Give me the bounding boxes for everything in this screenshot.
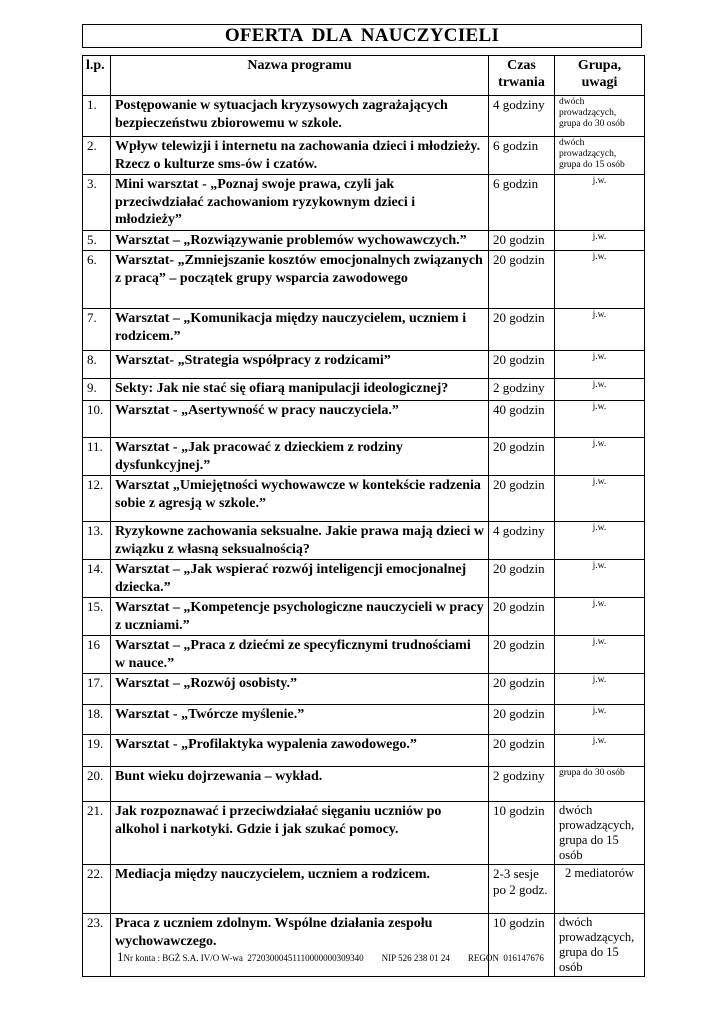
row-program-name: Warsztat „Umiejętności wychowawcze w kontekście radzenia sobie z agresją w szkole.”: [111, 476, 489, 522]
table-row: [83, 522, 645, 560]
table-row: [83, 379, 645, 401]
row-group-notes: dwóch prowadzących, grupa do 15 osób: [555, 802, 645, 865]
row-program-name: Sekty: Jak nie stać się ofiarą manipulacji ideologicznej?: [111, 379, 489, 401]
row-lp: 12.: [83, 476, 111, 522]
row-program-name: Wpływ telewizji i internetu na zachowania dzieci i młodzieży. Rzecz o kulturze sms-ów i czatów.: [111, 137, 489, 175]
row-duration: 2 godziny: [489, 767, 555, 802]
table-row: [83, 802, 645, 865]
row-group-notes: j.w.: [555, 175, 645, 231]
row-lp: 22.: [83, 865, 111, 914]
row-duration: 20 godzin: [489, 476, 555, 522]
row-duration: 4 godziny: [489, 522, 555, 560]
row-group-notes: j.w.: [555, 379, 645, 401]
row-group-notes: j.w.: [555, 560, 645, 598]
row-lp: 16: [83, 636, 111, 674]
row-program-name: Ryzykowne zachowania seksualne. Jakie prawa mają dzieci w związku z własną seksualnością?: [111, 522, 489, 560]
table-row: [83, 767, 645, 802]
row-lp: 14.: [83, 560, 111, 598]
row-duration: 20 godzin: [489, 674, 555, 705]
row-lp: 11.: [83, 438, 111, 476]
row-group-notes: j.w.: [555, 351, 645, 379]
row-lp: 6.: [83, 251, 111, 309]
row-program-name: Warsztat – „Rozwiązywanie problemów wychowawczych.”: [111, 230, 489, 251]
row-duration: 20 godzin: [489, 735, 555, 767]
row-duration: 20 godzin: [489, 560, 555, 598]
row-group-notes: j.w.: [555, 636, 645, 674]
row-group-notes: dwóch prowadzących, grupa do 15 osób: [555, 137, 645, 175]
offer-table: [82, 55, 645, 977]
table-row: [83, 438, 645, 476]
table-row: [83, 351, 645, 379]
row-program-name: Warsztat – „Kompetencje psychologiczne nauczycieli w pracy z uczniami.”: [111, 598, 489, 636]
table-row: [83, 865, 645, 914]
row-duration: 20 godzin: [489, 598, 555, 636]
row-group-notes: j.w.: [555, 522, 645, 560]
row-group-notes: j.w.: [555, 476, 645, 522]
table-row: [83, 309, 645, 351]
column-header-group: Grupa, uwagi: [555, 56, 645, 96]
row-group-notes: j.w.: [555, 251, 645, 309]
table-row: [83, 137, 645, 175]
row-group-notes: j.w.: [555, 705, 645, 735]
row-group-notes: j.w.: [555, 438, 645, 476]
row-program-name: Warsztat - „Asertywność w pracy nauczyciela.”: [111, 401, 489, 438]
row-lp: 13.: [83, 522, 111, 560]
row-lp: 8.: [83, 351, 111, 379]
row-group-notes: j.w.: [555, 598, 645, 636]
row-program-name: Warsztat- „Zmniejszanie kosztów emocjonalnych związanych z pracą” – początek grupy wsparcia zawodowego: [111, 251, 489, 309]
row-lp: 7.: [83, 309, 111, 351]
row-lp: 2.: [83, 137, 111, 175]
row-duration: 6 godzin: [489, 137, 555, 175]
row-program-name: Warsztat – „Rozwój osobisty.”: [111, 674, 489, 705]
column-header-time: Czas trwania: [489, 56, 555, 96]
row-duration: 20 godzin: [489, 251, 555, 309]
row-program-name: Warsztat – „Jak wspierać rozwój inteligencji emocjonalnej dziecka.”: [111, 560, 489, 598]
row-lp: 3.: [83, 175, 111, 231]
row-group-notes: j.w.: [555, 309, 645, 351]
row-program-name: Warsztat- „Strategia współpracy z rodzicami”: [111, 351, 489, 379]
row-duration: 40 godzin: [489, 401, 555, 438]
page-footer: [117, 949, 544, 965]
row-program-name: Warsztat – „Praca z dziećmi ze specyficznymi trudnościami w nauce.”: [111, 636, 489, 674]
row-lp: 9.: [83, 379, 111, 401]
row-duration: 20 godzin: [489, 309, 555, 351]
table-row: [83, 598, 645, 636]
row-duration: 20 godzin: [489, 705, 555, 735]
row-duration: 10 godzin: [489, 802, 555, 865]
row-duration: 2 godziny: [489, 379, 555, 401]
row-group-notes: dwóch prowadzących, grupa do 15 osób: [555, 914, 645, 977]
table-row: [83, 636, 645, 674]
row-lp: 5.: [83, 230, 111, 251]
table-row: [83, 705, 645, 735]
table-row: [83, 251, 645, 309]
bank-account: Nr konta : BGŻ S.A. IV/O W-wa 27203000451110000000309340: [123, 953, 364, 963]
table-row: [83, 560, 645, 598]
row-lp: 18.: [83, 705, 111, 735]
row-duration: 20 godzin: [489, 636, 555, 674]
row-duration: 20 godzin: [489, 351, 555, 379]
row-program-name: Bunt wieku dojrzewania – wykład.: [111, 767, 489, 802]
row-program-name: Postępowanie w sytuacjach kryzysowych zagrażających bezpieczeństwu zbiorowemu w szkole.: [111, 96, 489, 137]
nip-number: NIP 526 238 01 24: [381, 953, 450, 963]
row-program-name: Warsztat – „Komunikacja między nauczycielem, uczniem i rodzicem.”: [111, 309, 489, 351]
row-group-notes: 2 mediatorów: [555, 865, 645, 914]
page-number: 1: [117, 949, 124, 964]
table-row: [83, 401, 645, 438]
table-row: [83, 230, 645, 251]
row-duration: 20 godzin: [489, 230, 555, 251]
row-program-name: Mediacja między nauczycielem, uczniem a rodzicem.: [111, 865, 489, 914]
row-duration: 6 godzin: [489, 175, 555, 231]
row-group-notes: dwóch prowadzących, grupa do 30 osób: [555, 96, 645, 137]
table-row: [83, 674, 645, 705]
row-program-name: Praca z uczniem zdolnym. Wspólne działania zespołu wychowawczego.: [111, 914, 489, 977]
row-lp: 15.: [83, 598, 111, 636]
row-lp: 21.: [83, 802, 111, 865]
row-lp: 23.: [83, 914, 111, 977]
row-duration: 4 godziny: [489, 96, 555, 137]
table-row: [83, 175, 645, 231]
row-group-notes: j.w.: [555, 674, 645, 705]
page-title: OFERTA DLA NAUCZYCIELI: [82, 24, 642, 48]
row-group-notes: j.w.: [555, 735, 645, 767]
row-group-notes: j.w.: [555, 230, 645, 251]
row-duration: 20 godzin: [489, 438, 555, 476]
row-program-name: Mini warsztat - „Poznaj swoje prawa, czyli jak przeciwdziałać zachowaniom ryzykownym dzieci i młodzieży”: [111, 175, 489, 231]
row-duration: 2-3 sesje po 2 godz.: [489, 865, 555, 914]
row-lp: 10.: [83, 401, 111, 438]
row-program-name: Warsztat - „Twórcze myślenie.”: [111, 705, 489, 735]
table-row: [83, 476, 645, 522]
row-lp: 19.: [83, 735, 111, 767]
row-program-name: Warsztat - „Jak pracować z dzieckiem z rodziny dysfunkcyjnej.”: [111, 438, 489, 476]
row-group-notes: grupa do 30 osób: [555, 767, 645, 802]
table-header-row: [83, 56, 645, 96]
row-lp: 1.: [83, 96, 111, 137]
row-program-name: Warsztat - „Profilaktyka wypalenia zawodowego.”: [111, 735, 489, 767]
row-lp: 17.: [83, 674, 111, 705]
table-row: [83, 914, 645, 977]
regon-number: REGON 016147676: [467, 953, 544, 963]
table-row: [83, 735, 645, 767]
row-program-name: Jak rozpoznawać i przeciwdziałać sięganiu uczniów po alkohol i narkotyki. Gdzie i jak szukać pomocy.: [111, 802, 489, 865]
table-row: [83, 96, 645, 137]
row-duration: 10 godzin: [489, 914, 555, 977]
row-lp: 20.: [83, 767, 111, 802]
row-group-notes: j.w.: [555, 401, 645, 438]
column-header-name: Nazwa programu: [111, 56, 489, 96]
column-header-lp: l.p.: [83, 56, 111, 96]
